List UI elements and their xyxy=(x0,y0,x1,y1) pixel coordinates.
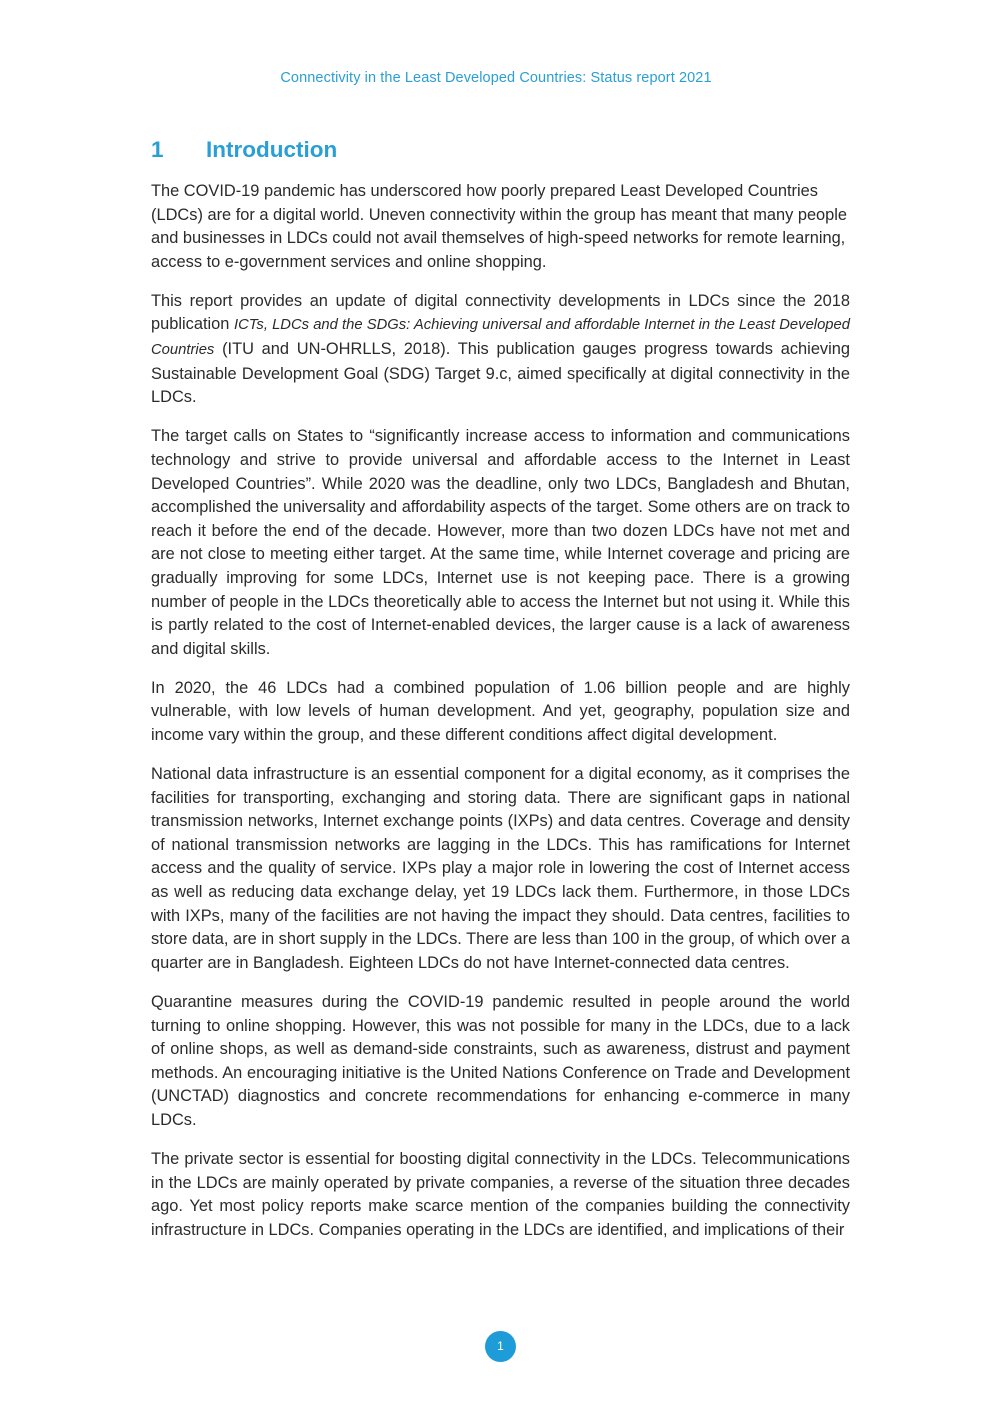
section-heading xyxy=(151,137,850,167)
paragraph-2 xyxy=(151,290,850,410)
paragraph-1: The COVID-19 pandemic has underscored how poorly prepared Least Developed Countries (LDCs) are for a digital world. Uneven connectivity within the group has meant that many people and businesses in LDCs could not avail themselves of high-speed networks for remote learning, access to e-government services and online shopping. xyxy=(151,182,848,271)
paragraph-7: The private sector is essential for boosting digital connectivity in the LDCs. Telecommunications in the LDCs are mainly operated by private companies, a reverse of the situation three decades ago. Yet most policy reports make scarce mention of the companies building the connectivity infrastructure in LDCs. Companies operating in the LDCs are identified, and implications of their xyxy=(151,1149,850,1239)
paragraph-5: National data infrastructure is an essential component for a digital economy, as it comprises the facilities for transporting, exchanging and storing data. There are significant gaps in national transmission networks, Internet exchange points (IXPs) and data centres. Coverage and density of national transmission networks are lagging in the LDCs. This has ramifications for Internet access and the quality of service. IXPs play a major role in lowering the cost of Internet access as well as reducing data exchange delay, yet 19 LDCs lack them. Furthermore, in those LDCs with IXPs, many of the facilities are not having the impact they should. Data centres, facilities to store data, are in short supply in the LDCs. There are less than 100 in the group, of which over a quarter are in Bangladesh. Eighteen LDCs do not have Internet-connected data centres. xyxy=(151,765,850,972)
paragraph-3: The target calls on States to “significantly increase access to information and communications technology and strive to provide universal and affordable access to the Internet in Least Developed Countries”. While 2020 was the deadline, only two LDCs, Bangladesh and Bhutan, accomplished the universality and affordability aspects of the target. Some others are on track to reach it before the end of the decade. However, more than two dozen LDCs have not met and are not close to meeting either target. At the same time, while Internet coverage and pricing are gradually improving for some LDCs, Internet use is not keeping pace. There is a growing number of people in the LDCs theoretically able to access the Internet but not using it. While this is partly related to the cost of Internet-enabled devices, the larger cause is a lack of awareness and digital skills. xyxy=(151,427,850,658)
publication-citation: ICTs, LDCs and the SDGs: Achieving universal and affordable Internet in the Least Developed Countries xyxy=(151,317,850,359)
page-number-badge: 1 xyxy=(485,1331,516,1362)
section-title: Introduction xyxy=(206,137,338,162)
section-number: 1 xyxy=(151,137,164,162)
paragraph-6: Quarantine measures during the COVID-19 pandemic resulted in people around the world turning to online shopping. However, this was not possible for many in the LDCs, due to a lack of online shops, as well as demand-side constraints, such as awareness, distrust and payment methods. An encouraging initiative is the United Nations Conference on Trade and Development (UNCTAD) diagnostics and concrete recommendations for enhancing e-commerce in many LDCs. xyxy=(151,992,850,1129)
paragraph-2-text-end: (ITU and UN-OHRLLS, 2018). This publication gauges progress towards achieving Sustainable Development Goal (SDG) Target 9.c, aimed specifically at digital connectivity in the LDCs. xyxy=(151,340,850,407)
paragraph-4: In 2020, the 46 LDCs had a combined population of 1.06 billion people and are highly vulnerable, with low levels of human development. And yet, geography, population size and income vary within the group, and these different conditions affect digital development. xyxy=(151,678,850,744)
running-header: Connectivity in the Least Developed Countries: Status report 2021 xyxy=(280,70,712,86)
paragraph-2-text-start: This report provides an update of digital connectivity developments in LDCs since the 2018 publication xyxy=(151,291,850,334)
page-content xyxy=(151,137,850,1258)
